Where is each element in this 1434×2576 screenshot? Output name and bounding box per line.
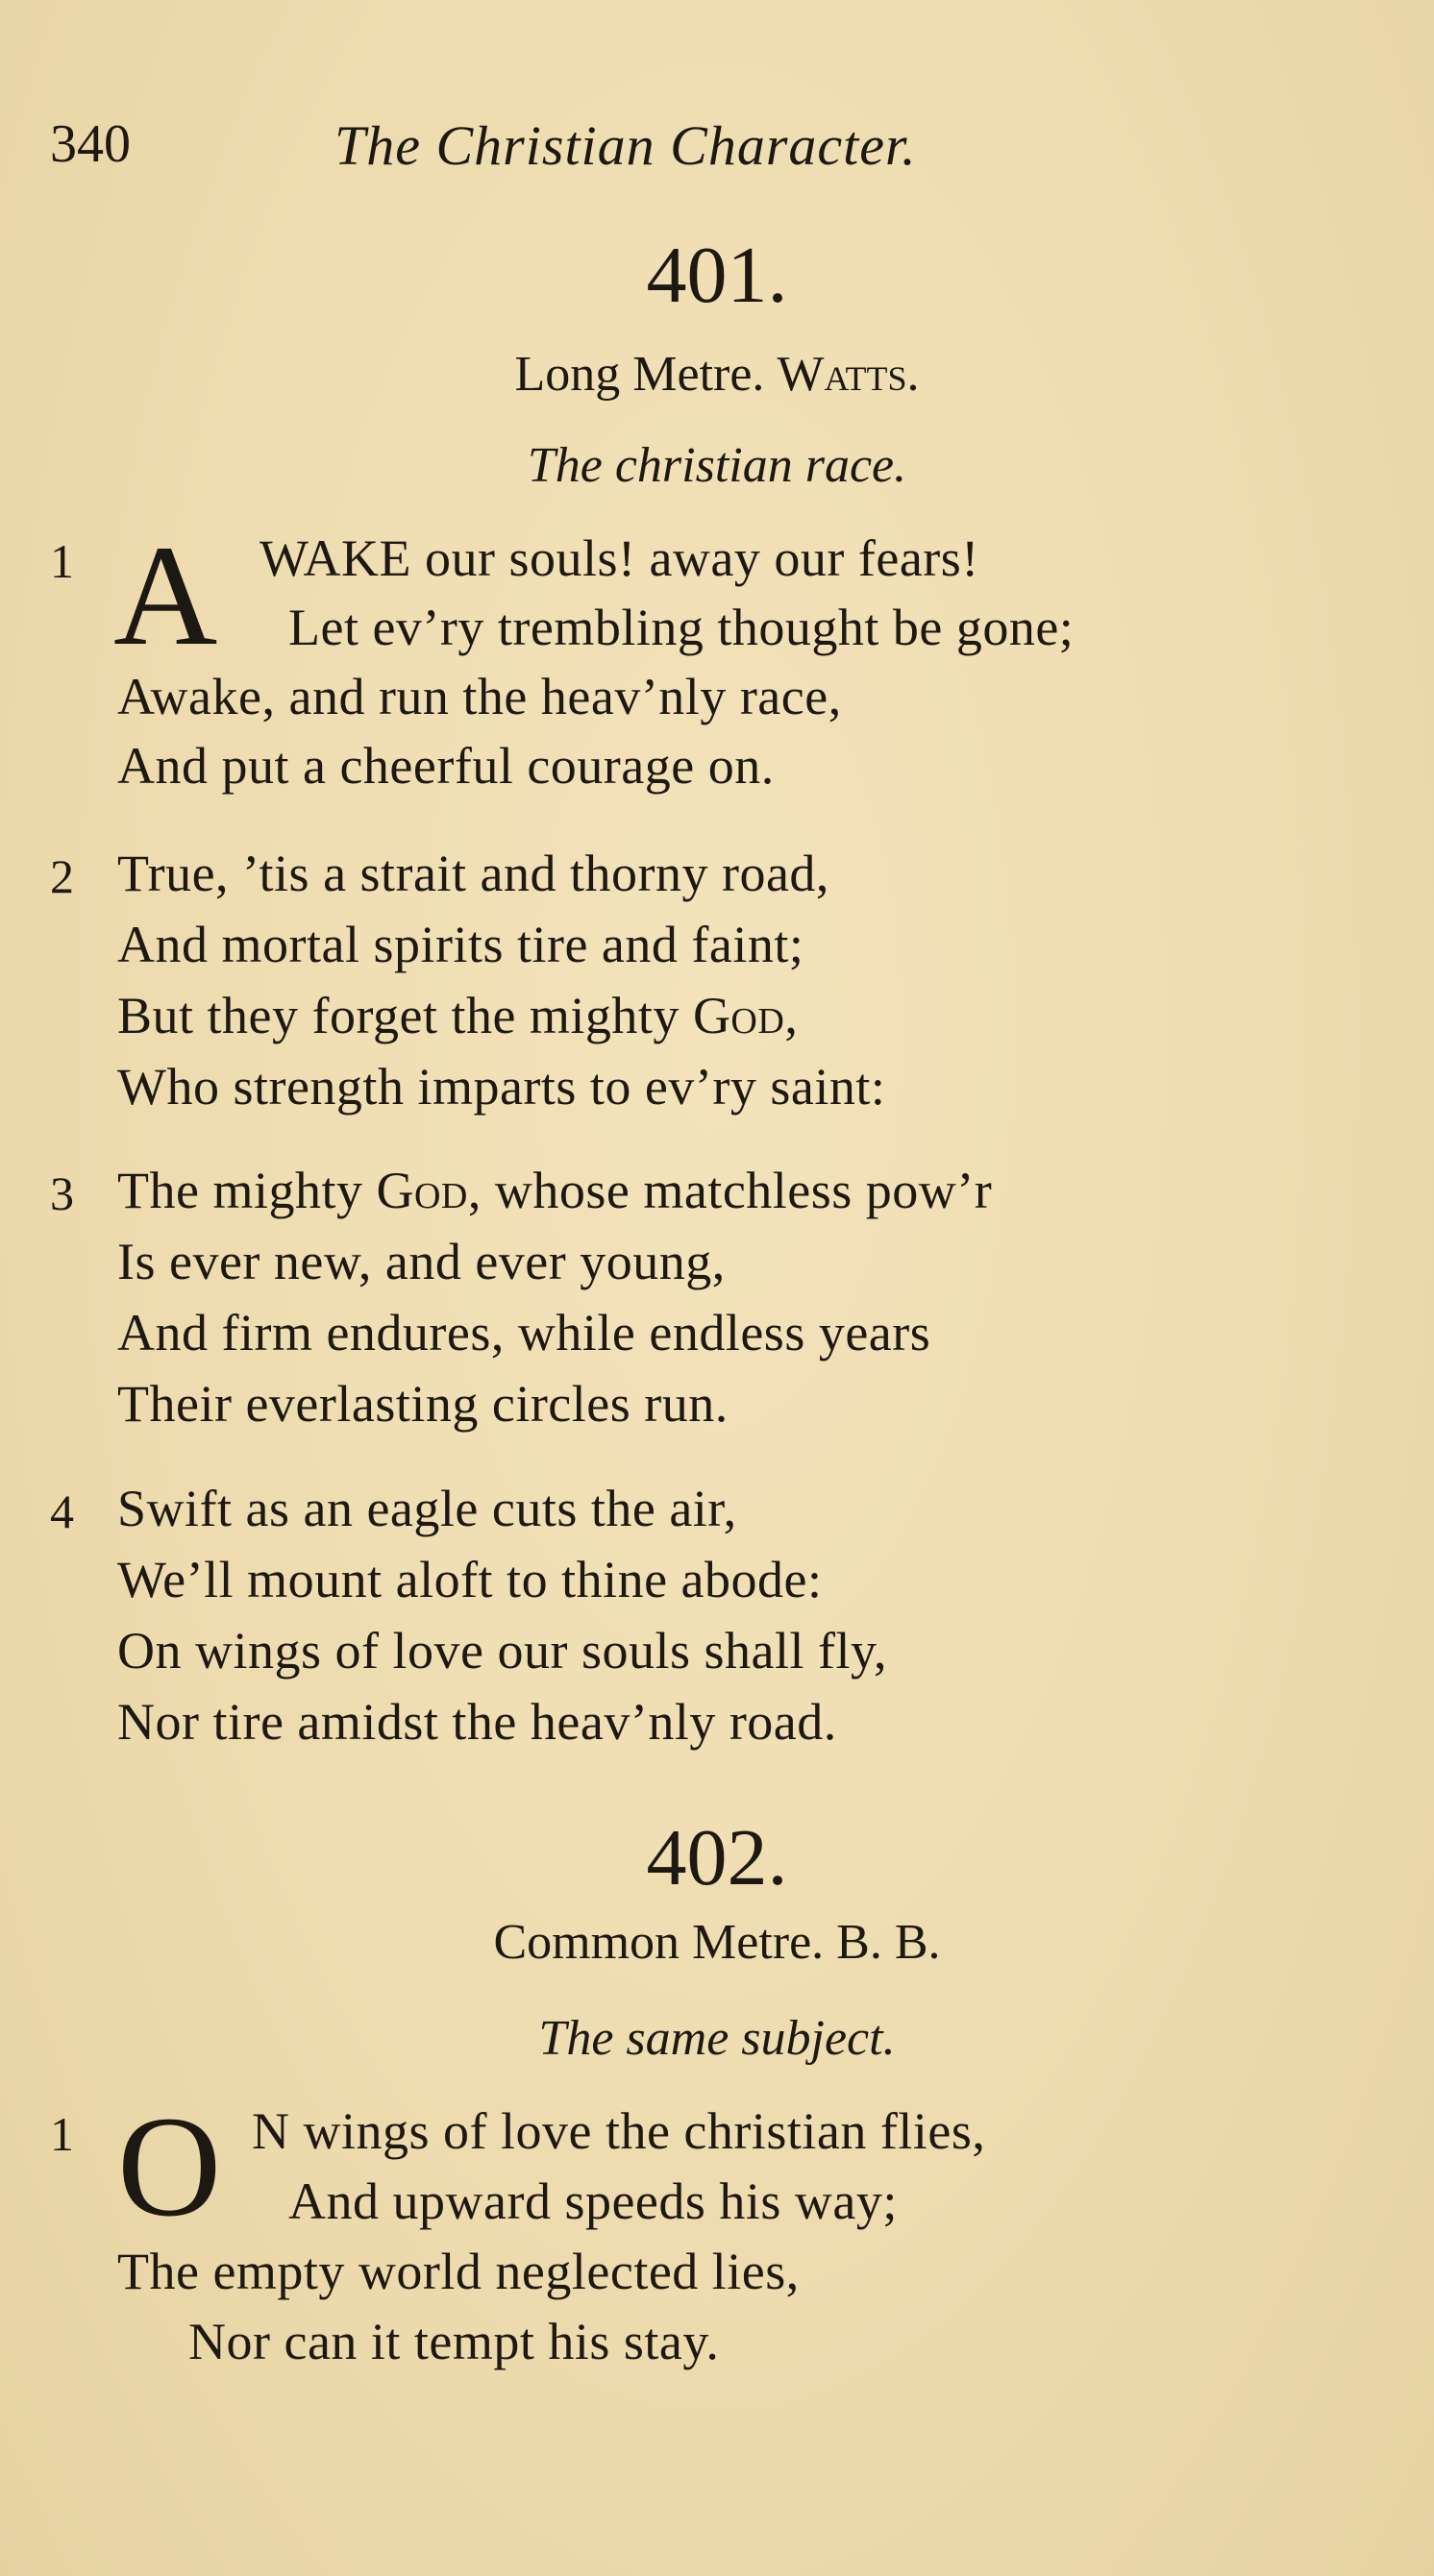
verse-line: True, ’tis a strait and thorny road, (117, 845, 829, 902)
verse-line: And firm endures, while endless years (117, 1304, 931, 1362)
verse-line: Who strength imparts to ev’ry saint: (117, 1058, 886, 1116)
verse-line (117, 986, 798, 1045)
verse-line: We’ll mount aloft to thine abode: (117, 1551, 823, 1608)
verse-line: WAKE our souls! away our fears! (260, 529, 979, 587)
verse-line: The empty world neglected lies, (117, 2243, 800, 2300)
verse-line: And mortal spirits tire and faint; (117, 916, 804, 973)
author-name: Watts. (777, 347, 920, 402)
hymn-402-meter: Common Metre. B. B. (493, 1915, 941, 1970)
line-text: The mighty (117, 1162, 377, 1219)
verse-line: On wings of love our souls shall fly, (117, 1622, 887, 1680)
verse-number: 3 (50, 1166, 74, 1220)
hymn-401-subject: The christian race. (527, 438, 907, 493)
verse-line: And put a cheerful courage on. (117, 737, 775, 795)
verse-line: Their everlasting circles run. (117, 1375, 729, 1433)
verse-line (117, 1161, 992, 1220)
hymn-401-meter (0, 346, 1434, 403)
verse-line: Nor tire amidst the heav’nly road. (117, 1693, 837, 1751)
god-word: God, (692, 987, 799, 1044)
line-text: But they forget the mighty (117, 987, 693, 1044)
verse-line: And upward speeds his way; (288, 2172, 898, 2230)
verse-number: 4 (50, 1484, 74, 1538)
god-word: God, (376, 1162, 482, 1219)
running-title: The Christian Character. (334, 114, 917, 177)
verse-number: 1 (50, 534, 74, 588)
verse-line: Let ev’ry trembling thought be gone; (288, 599, 1075, 656)
verse-line: Awake, and run the heav’nly race, (117, 668, 842, 725)
verse-line: Nor can it tempt his stay. (188, 2313, 720, 2370)
verse-line: N wings of love the christian flies, (252, 2102, 986, 2160)
meter-label: Long Metre. (514, 347, 765, 402)
drop-cap: A (113, 516, 218, 675)
line-text: whose matchless pow’r (481, 1162, 993, 1219)
hymn-402-number: 402. (646, 1813, 788, 1902)
verse-line: Swift as an eagle cuts the air, (117, 1480, 737, 1537)
verse-number: 1 (50, 2107, 74, 2161)
page-number: 340 (50, 114, 131, 174)
verse-line: Is ever new, and ever young, (117, 1233, 726, 1290)
drop-cap: O (117, 2087, 222, 2246)
page-header (50, 113, 1376, 181)
hymn-402-subject: The same subject. (538, 2011, 896, 2066)
hymn-401-number: 401. (646, 231, 788, 320)
verse-number: 2 (50, 849, 74, 903)
